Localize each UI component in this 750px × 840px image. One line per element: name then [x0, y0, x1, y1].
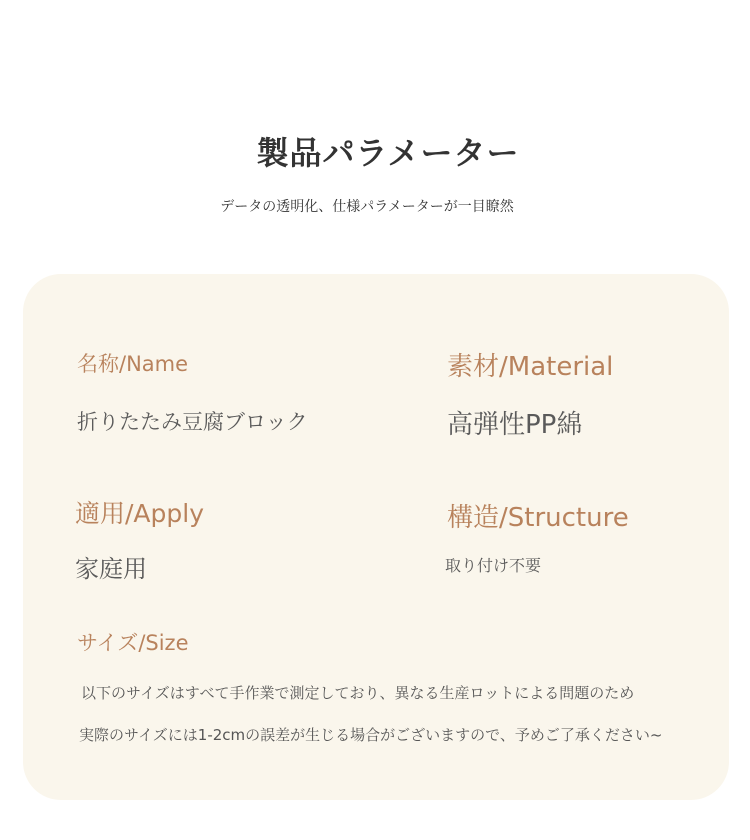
parameters-card — [23, 274, 729, 800]
structure-label: 構造/Structure — [447, 503, 629, 533]
name-label: 名称/Name — [77, 352, 189, 376]
structure-value: 取り付け不要 — [445, 556, 542, 575]
page-title: 製品パラメーター — [256, 134, 520, 172]
material-value: 高弾性PP綿 — [447, 410, 583, 440]
material-label: 素材/Material — [447, 352, 614, 382]
size-note-line-1: 以下のサイズはすべて手作業で測定しており、異なる生産ロットによる問題のため — [81, 684, 635, 702]
apply-value: 家庭用 — [75, 555, 147, 583]
size-label: サイズ/Size — [77, 631, 189, 655]
page-subtitle: データの透明化、仕様パラメーターが一目瞭然 — [220, 199, 514, 215]
name-value: 折りたたみ豆腐ブロック — [77, 410, 308, 434]
size-note-line-2: 実際のサイズには1-2cmの誤差が生じる場合がございますので、予めご了承ください~ — [79, 726, 663, 744]
apply-label: 適用/Apply — [75, 499, 205, 528]
